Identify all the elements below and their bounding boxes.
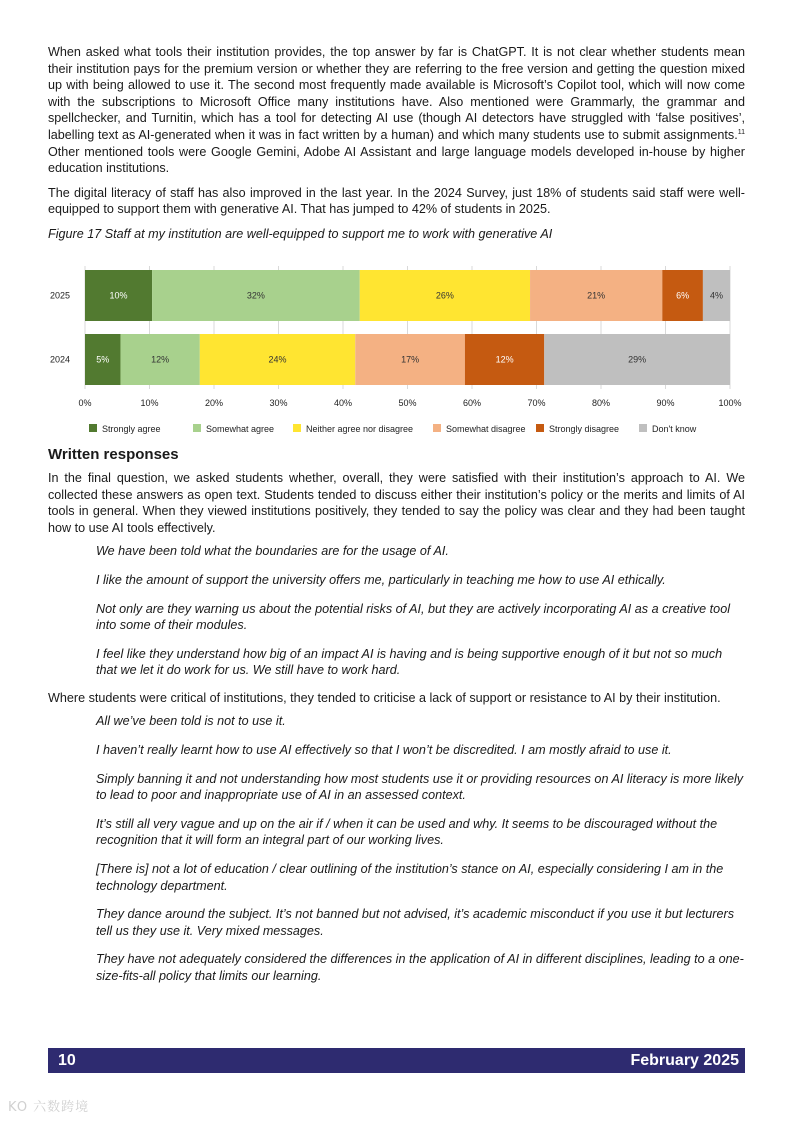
quote: I like the amount of support the university offers me, particularly in teaching me how to use AI ethically. — [96, 572, 666, 587]
x-tick-label: 70% — [527, 397, 546, 408]
legend-swatch — [89, 424, 97, 432]
category-label: 2024 — [49, 354, 70, 365]
data-label: 24% — [268, 354, 287, 365]
quote: I haven’t really learnt how to use AI effectively so that I won’t be discredited. I am mostly afraid to use it. — [96, 743, 672, 758]
data-label: 5% — [96, 354, 110, 365]
data-label: 12% — [495, 354, 514, 365]
paragraph-critical-intro: Where students were critical of institutions, they tended to criticise a lack of support or resistance to AI by their institution. — [48, 690, 721, 705]
stacked-bar-chart — [48, 246, 745, 446]
figure-title: Figure 17 Staff at my institution are well-equipped to support me to work with generative AI — [48, 226, 553, 241]
x-tick-label: 0% — [78, 397, 92, 408]
data-label: 21% — [587, 290, 606, 301]
legend-label: Somewhat disagree — [446, 423, 526, 434]
legend-swatch — [193, 424, 201, 432]
footer-date: February 2025 — [630, 1051, 739, 1069]
data-label: 29% — [628, 354, 647, 365]
data-label: 17% — [401, 354, 420, 365]
data-label: 32% — [246, 290, 265, 301]
quote: They have not adequately considered the differences in the application of AI in different disciplines, leading to a one-size-fits-all policy that limits our learning. — [96, 952, 744, 983]
quote: Not only are they warning us about the potential risks of AI, but they are actively incorporating AI as a creative tool into some of their modules. — [96, 601, 730, 633]
data-label: 6% — [676, 290, 690, 301]
legend-swatch — [293, 424, 301, 432]
critical-quotes — [48, 713, 745, 984]
paragraph-tools-tail: Other mentioned tools were Google Gemini, Adobe AI Assistant and large language models developed in-house by higher education institutions. — [48, 144, 745, 176]
x-tick-label: 50% — [398, 397, 417, 408]
paragraph-tools — [48, 44, 745, 177]
quote: I feel like they understand how big of an impact AI is having and is being supportive enough of it but not so much that we let it do work for us. We still have to work hard. — [96, 646, 723, 678]
page-footer — [48, 1048, 745, 1073]
x-tick-label: 20% — [204, 397, 224, 408]
x-tick-label: 10% — [140, 397, 159, 408]
page-number: 10 — [58, 1051, 76, 1069]
watermark-logo: KO 六数跨境 — [8, 1100, 90, 1115]
quote: It’s still all very vague and up on the air if / when it can be used and why. It seems to be discouraged without the recognition that it will form an integral part of our working lives. — [96, 816, 718, 848]
footnote-ref[interactable]: 11 — [737, 128, 745, 136]
x-tick-label: 60% — [462, 397, 482, 408]
x-tick-label: 80% — [591, 397, 611, 408]
x-tick-label: 40% — [333, 397, 353, 408]
x-tick-label: 90% — [656, 397, 675, 408]
x-tick-label: 100% — [718, 397, 742, 408]
legend-label: Strongly agree — [102, 423, 161, 434]
section-heading: Written responses — [48, 445, 179, 463]
legend-label: Somewhat agree — [206, 423, 275, 434]
category-label: 2025 — [49, 290, 70, 301]
legend-swatch — [433, 424, 441, 432]
quote: They dance around the subject. It’s not banned but not advised, it’s academic misconduct if you use it but lecturers tell us they use it. Very mixed messages. — [96, 907, 734, 938]
data-label: 10% — [109, 290, 128, 301]
paragraph-written-intro: In the final question, we asked students whether, overall, they were satisfied with their institution’s approach to AI. We collected these answers as open text. Students tended to discuss either their institution’s policy or the merits and limits of AI tools in general. When they viewed institutions positively, they tended to say the policy was clear and they had been taught how to use AI tools effectively. — [48, 470, 745, 535]
page-content — [48, 44, 745, 985]
x-tick-label: 30% — [269, 397, 288, 408]
data-label: 26% — [435, 290, 454, 301]
quote: [There is] not a lot of education / clear outlining of the institution’s stance on AI, especially considering I am in the technology department. — [96, 862, 724, 893]
data-label: 12% — [151, 354, 170, 365]
paragraph-tools-main: When asked what tools their institution provides, the top answer by far is ChatGPT. It is not clear whether students mean their institution pays for the premium version or whether they are referring to the free version and getting the question mixed up with being allowed to use it. The second most frequently made available is Microsoft’s Copilot tool, which will now come with the subscriptions to Microsoft Office many institutions have. Also mentioned were Grammarly, the grammar and spellchecker, and Turnitin, which has a tool for detecting AI use (though AI detectors have struggled with ‘false positives’, labelling text as AI-generated when it was in fact written by a human) and which many students use to submit assignments. — [48, 45, 745, 142]
data-label: 4% — [709, 290, 723, 301]
legend-label: Don't know — [652, 423, 697, 434]
positive-quotes — [48, 543, 745, 679]
chart-svg — [48, 246, 745, 446]
legend-label: Neither agree nor disagree — [306, 423, 414, 434]
legend-label: Strongly disagree — [549, 423, 620, 434]
legend-swatch — [536, 424, 544, 432]
legend-swatch — [639, 424, 647, 432]
quote: Simply banning it and not understanding how most students use it or providing resources on AI literacy is more likely to lead to poor and inappropriate use of AI in an assessed context. — [96, 771, 744, 803]
paragraph-staff-literacy: The digital literacy of staff has also improved in the last year. In the 2024 Survey, just 18% of students said staff were well-equipped to support them with generative AI. That has jumped to 42% of students in 2025. — [48, 185, 745, 217]
quote: All we’ve been told is not to use it. — [96, 714, 286, 729]
quote: We have been told what the boundaries are for the usage of AI. — [96, 544, 449, 559]
